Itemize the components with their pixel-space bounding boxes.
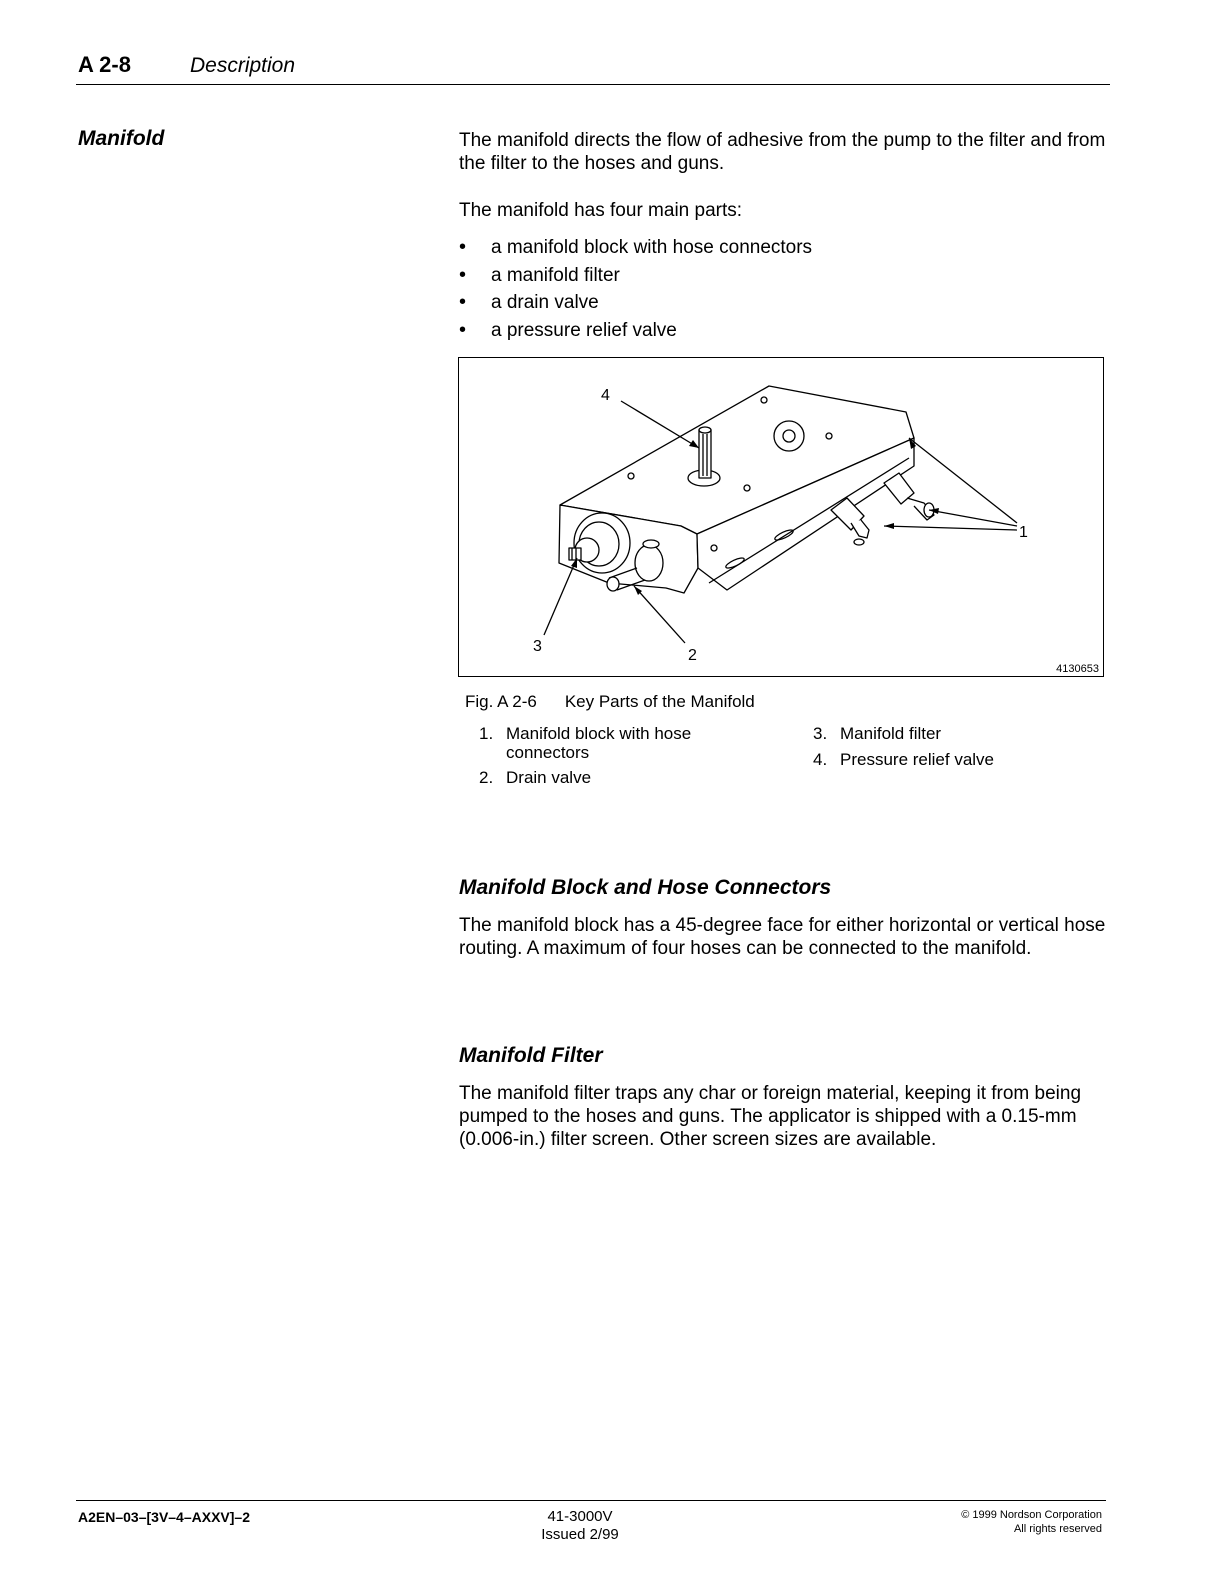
- section-label: Description: [190, 54, 296, 77]
- filter-text: The manifold filter traps any char or foreign material, keeping it from being pumped to the hoses and guns. The applicator is shipped with a 0.15-mm (0.006-in.) filter screen. Other screen sizes are available.: [459, 1083, 1082, 1150]
- caption-label: Fig. A 2-6: [465, 692, 537, 711]
- header-rule: [76, 84, 1110, 85]
- block-text: The manifold block has a 45-degree face for either horizontal or vertical hose routing. A maximum of four hoses can be connected to the manifold.: [459, 915, 1106, 959]
- doc-code: A2EN–03–[3V–4–AXXV]–2: [78, 1509, 250, 1525]
- drawing-id: 4130653: [1056, 663, 1099, 675]
- filter-heading: Manifold Filter: [459, 1044, 603, 1067]
- manifold-heading: Manifold: [78, 127, 165, 150]
- callout-4: 4: [601, 387, 610, 404]
- list-item: • a pressure relief valve: [459, 319, 1109, 347]
- footer-right: [961, 1508, 1102, 1536]
- list-item: • a manifold block with hose connectors: [459, 236, 1109, 264]
- legend-text: Drain valve: [506, 768, 592, 787]
- list-item: • a drain valve: [459, 291, 1109, 319]
- parts-list: [459, 236, 1109, 346]
- legend-number: 2.: [479, 768, 494, 787]
- parts-intro: The manifold has four main parts:: [459, 200, 743, 221]
- footer-center: [520, 1508, 640, 1544]
- rights: All rights reserved: [1013, 1523, 1102, 1535]
- manifold-intro: The manifold directs the flow of adhesive from the pump to the filter and from the filter to the hoses and guns.: [459, 130, 1106, 174]
- legend-number: 3.: [813, 724, 828, 743]
- callout-1: 1: [1019, 524, 1028, 541]
- caption-title: Key Parts of the Manifold: [564, 692, 755, 711]
- page-number: A 2-8: [78, 52, 131, 77]
- part-number: 41-3000V: [547, 1508, 613, 1525]
- issued-date: Issued 2/99: [541, 1526, 619, 1543]
- block-heading: Manifold Block and Hose Connectors: [459, 876, 832, 899]
- manifold-drawing: [459, 358, 1105, 678]
- list-item: • a manifold filter: [459, 264, 1109, 292]
- legend-text: Manifold block with hose connectors: [506, 724, 692, 762]
- footer-rule: [76, 1500, 1106, 1501]
- callout-3: 3: [533, 638, 542, 655]
- legend-number: 1.: [479, 724, 494, 743]
- legend-text: Manifold filter: [840, 724, 942, 743]
- manifold-figure: [458, 357, 1104, 677]
- copyright: © 1999 Nordson Corporation: [961, 1509, 1102, 1521]
- legend-number: 4.: [813, 750, 828, 769]
- figure-caption: [465, 692, 755, 712]
- callout-2: 2: [688, 647, 697, 664]
- legend-text: Pressure relief valve: [840, 750, 995, 769]
